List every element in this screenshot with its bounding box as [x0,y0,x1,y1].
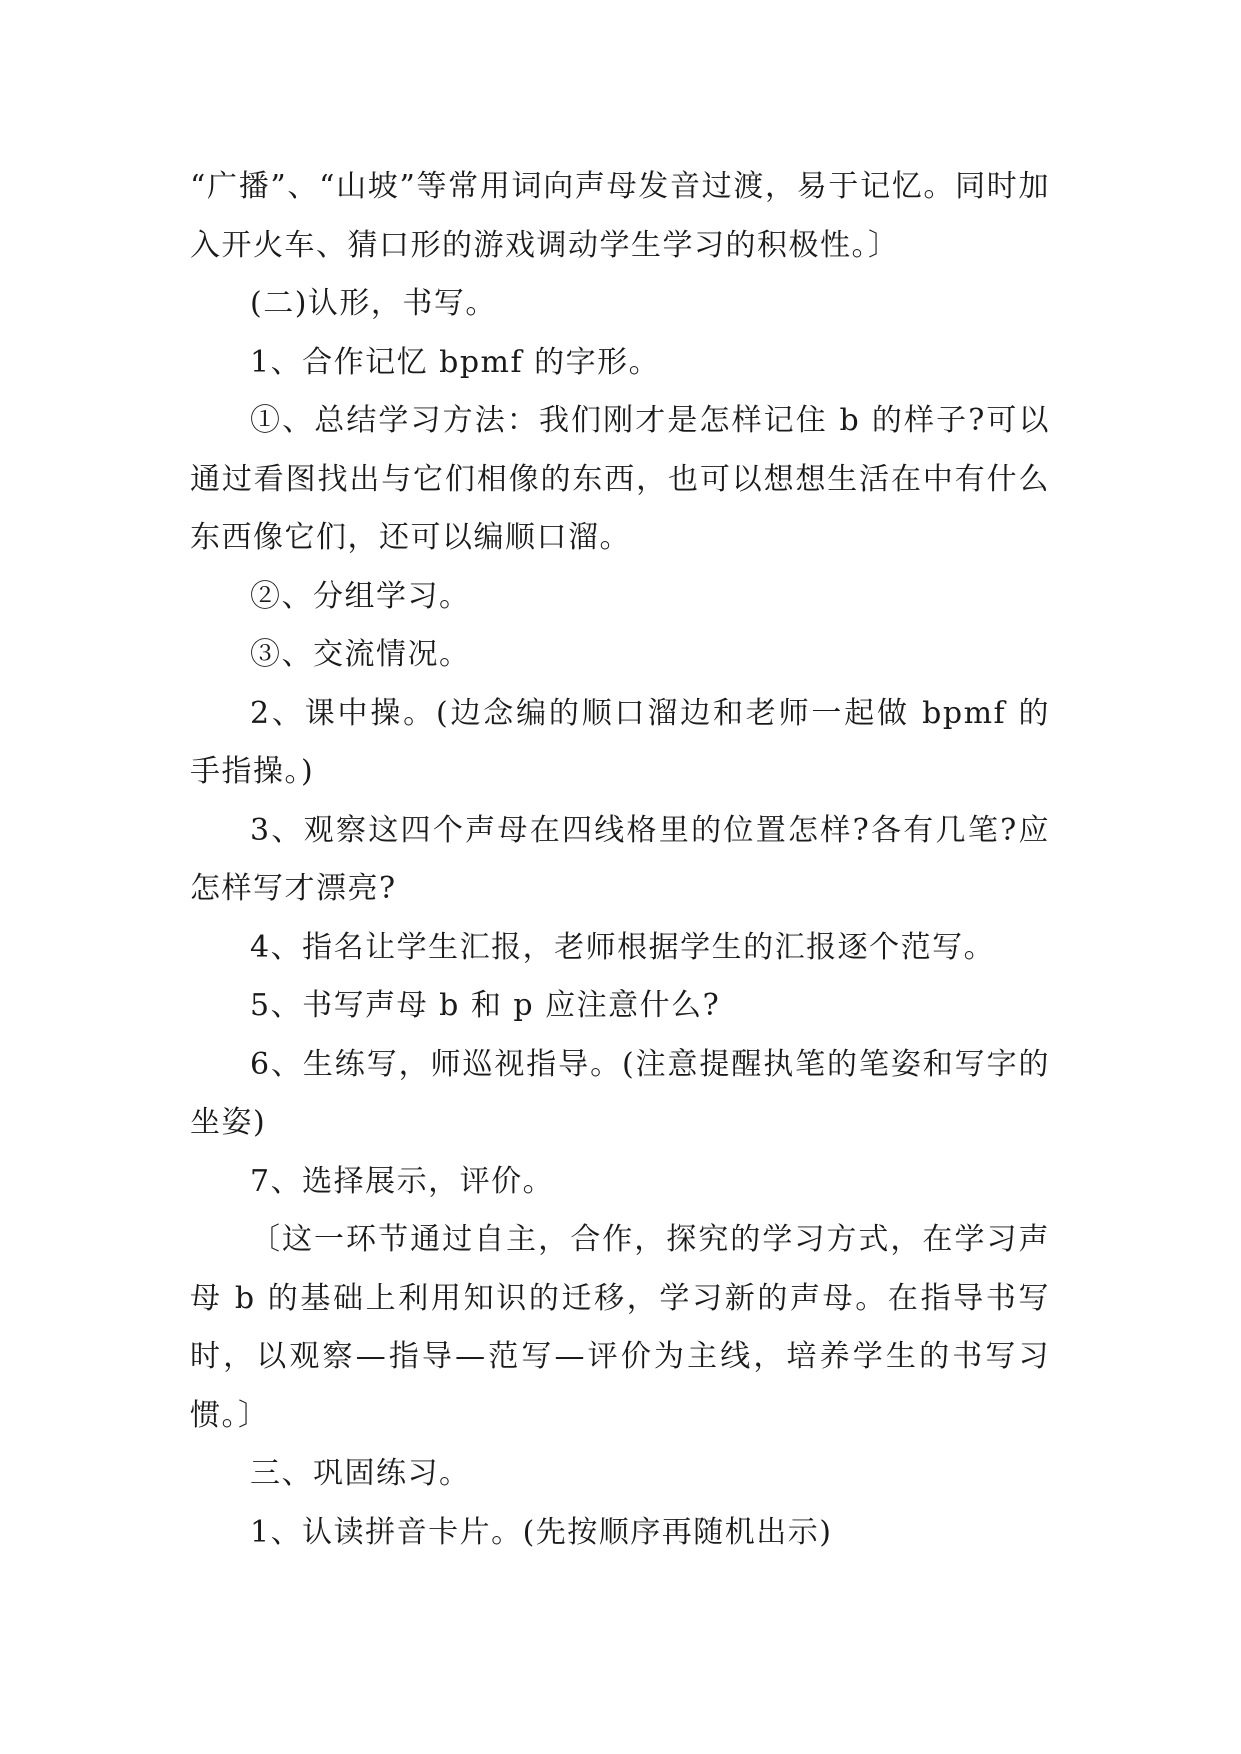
step-1-memorize: 1、合作记忆 bpmf 的字形。 [250,344,661,380]
step-4-report: 4、指名让学生汇报，老师根据学生的汇报逐个范写。 [250,929,996,965]
document-body [190,158,1050,1562]
section-heading-consolidate: 三、巩固练习。 [250,1456,471,1491]
step-2-exercise: 2、课中操。(边念编的顺口溜边和老师一起做 bpmf 的手指操。) [190,695,1050,789]
step-3-observe: 3、观察这四个声母在四线格里的位置怎样?各有几笔?应怎样写才漂亮? [190,812,1050,906]
paragraph-continued: “广播”、“山坡”等常用词向声母发音过渡，易于记忆。同时加入开火车、猜口形的游戏调动学生学习的积极性。〕 [190,169,1050,263]
step-5-writing-notes: 5、书写声母 b 和 p 应注意什么? [250,988,721,1023]
section-heading-recognize-write: (二)认形，书写。 [250,286,497,321]
substep-3-exchange: ③、交流情况。 [250,637,471,672]
step-7-display: 7、选择展示，评价。 [250,1163,555,1199]
step-6-practice: 6、生练写，师巡视指导。(注意提醒执笔的笔姿和写字的坐姿) [190,1046,1050,1140]
substep-1-summarize: ①、总结学习方法：我们刚才是怎样记住 b 的样子?可以通过看图找出与它们相像的东西，也可以想想生活在中有什么东西像它们，还可以编顺口溜。 [190,403,1050,555]
consolidate-step-1: 1、认读拼音卡片。(先按顺序再随机出示) [250,1514,833,1550]
substep-2-group-study: ②、分组学习。 [250,578,471,614]
commentary-paragraph: 〔这一环节通过自主，合作，探究的学习方式，在学习声母 b 的基础上利用知识的迁移，学习新的声母。在指导书写时，以观察—指导—范写—评价为主线，培养学生的书写习惯。〕 [190,1222,1050,1433]
